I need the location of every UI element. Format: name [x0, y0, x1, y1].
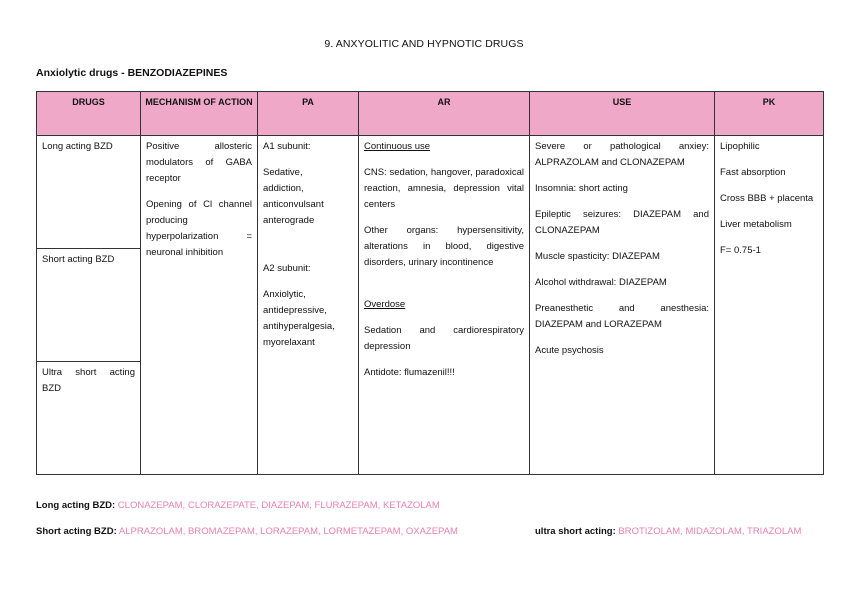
footer-short-label: Short acting BZD: [36, 526, 117, 537]
pa-a1-title: A1 subunit: [263, 141, 311, 152]
pa-a1-effect: addiction, [263, 183, 304, 194]
pa-a1-effect: anticonvulsant [263, 199, 324, 210]
header-drugs: DRUGS [37, 92, 141, 136]
use-item: Insomnia: short acting [535, 183, 628, 194]
use-item: Epileptic seizures: DIAZEPAM and CLONAZEPAM [535, 209, 709, 236]
pa-cell [258, 136, 359, 475]
footer-long-label: Long acting BZD: [36, 500, 116, 511]
footer-short-acting [36, 526, 458, 537]
mechanism-cell [141, 136, 258, 475]
drug-long-acting: Long acting BZD [37, 136, 140, 249]
use-item: Muscle spasticity: DIAZEPAM [535, 251, 660, 262]
ar-other-organs: Other organs: hypersensitivity, alterations in blood, digestive disorders, urinary incontinence [364, 225, 524, 268]
pk-item: Lipophilic [720, 141, 760, 152]
use-item: Preanesthetic and anesthesia: DIAZEPAM and LORAZEPAM [535, 303, 709, 330]
ar-continuous-title: Continuous use [364, 141, 431, 152]
use-cell [530, 136, 715, 475]
header-use: USE [530, 92, 715, 136]
pa-a2-effect: Anxiolytic, [263, 289, 306, 300]
ar-antidote: Antidote: flumazenil!!! [364, 367, 455, 378]
section-subtitle: Anxiolytic drugs - BENZODIAZEPINES [36, 67, 228, 79]
footer-long-acting [36, 500, 440, 511]
footer-ultra-label: ultra short acting: [535, 526, 616, 537]
pk-item: Cross BBB + placenta [720, 193, 814, 204]
ar-cell [359, 136, 530, 475]
use-item: Acute psychosis [535, 345, 604, 356]
mechanism-item: Opening of Cl channel producing hyperpolarization = neuronal inhibition [146, 199, 252, 258]
mechanism-item: Positive allosteric modulators of GABA receptor [146, 141, 252, 184]
benzodiazepine-table [36, 91, 824, 475]
pk-cell [715, 136, 824, 475]
footer-long-drugs: CLONAZEPAM, CLORAZEPATE, DIAZEPAM, FLURAZEPAM, KETAZOLAM [117, 500, 440, 511]
pa-a2-effect: antidepressive, [263, 305, 327, 316]
pa-a2-effect: myorelaxant [263, 337, 315, 348]
pk-item: Fast absorption [720, 167, 786, 178]
ar-overdose-title: Overdose [364, 299, 406, 310]
header-mechanism: MECHANISM OF ACTION [141, 92, 258, 136]
header-ar: AR [359, 92, 530, 136]
ar-overdose-effects: Sedation and cardiorespiratory depression [364, 325, 524, 352]
ar-cns: CNS: sedation, hangover, paradoxical reaction, amnesia, depression vital centers [364, 167, 524, 210]
header-pk: PK [715, 92, 824, 136]
header-pa: PA [258, 92, 359, 136]
pa-a1-effect: Sedative, [263, 167, 303, 178]
pk-item: F= 0.75-1 [720, 245, 761, 256]
pa-a2-effect: antihyperalgesia, [263, 321, 335, 332]
drug-short-acting: Short acting BZD [37, 249, 140, 362]
footer-short-drugs: ALPRAZOLAM, BROMAZEPAM, LORAZEPAM, LORMETAZEPAM, OXAZEPAM [118, 526, 458, 537]
footer-ultra-short-acting [535, 526, 801, 537]
pa-a1-effect: anterograde [263, 215, 315, 226]
pk-item: Liver metabolism [720, 219, 792, 230]
table-header-row [37, 92, 824, 136]
table-row [37, 136, 824, 475]
footer-ultra-drugs: BROTIZOLAM, MIDAZOLAM, TRIAZOLAM [618, 526, 802, 537]
page-title: 9. ANXYOLITIC AND HYPNOTIC DRUGS [324, 38, 524, 50]
drug-ultra-short-acting: Ultra short acting BZD [42, 367, 135, 394]
use-item: Alcohol withdrawal: DIAZEPAM [535, 277, 667, 288]
use-item: Severe or pathological anxiey: ALPRAZOLAM and CLONAZEPAM [535, 141, 709, 168]
pa-a2-title: A2 subunit: [263, 263, 311, 274]
drugs-cell [37, 136, 141, 475]
